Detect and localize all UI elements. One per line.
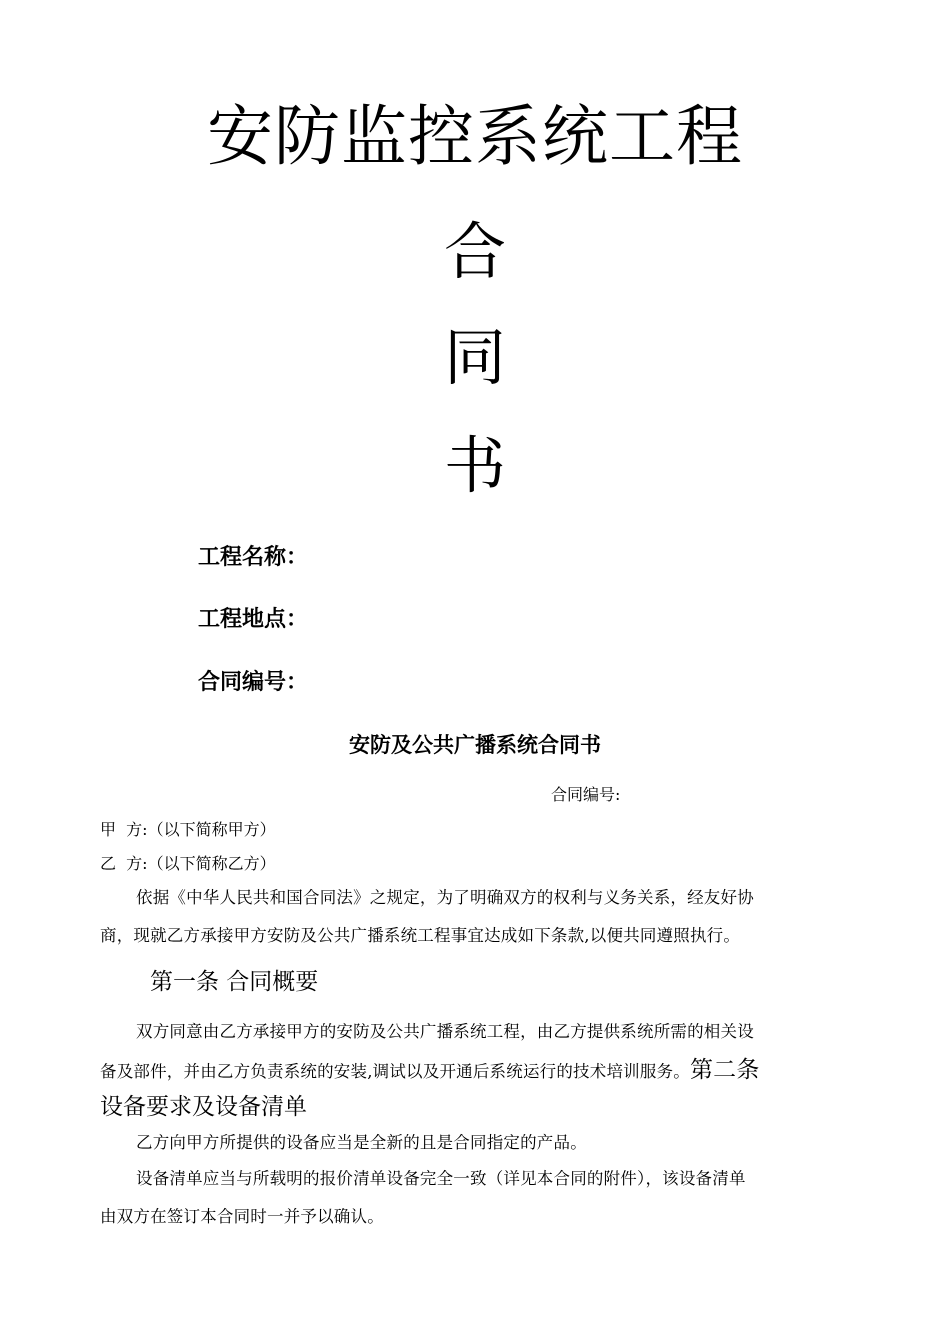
party-b-line: 乙 方:（以下简称乙方） [100,854,276,873]
cover-title-char-shu: 书 [443,429,506,502]
article-1-line-2: 备及部件，并由乙方负责系统的安装,调试以及开通后系统运行的技术培训服务。 [100,1062,690,1081]
intro-line-1: 依据《中华人民共和国合同法》之规定，为了明确双方的权利与义务关系，经友好协 [136,888,754,907]
contract-heading: 安防及公共广播系统合同书 [349,733,601,757]
cover-title-char-he: 合 [443,215,506,288]
intro-paragraph [100,879,852,955]
party-a-line: 甲 方:（以下简称甲方） [100,820,276,839]
article-2-paragraph-1 [100,1124,852,1162]
project-location-label: 工程地点： [198,607,309,632]
article-2-title-part-2: 设备要求及设备清单 [100,1094,307,1120]
article-1-title: 第一条 合同概要 [150,969,319,995]
article-2-para-1-line: 乙方向甲方所提供的设备应当是全新的且是合同指定的产品。 [136,1133,587,1152]
intro-line-2: 商，现就乙方承接甲方安防及公共广播系统工程事宜达成如下条款,以便共同遵照执行。 [100,926,741,945]
article-2-paragraph-2 [100,1160,852,1236]
article-1-paragraph [100,1013,852,1091]
article-2-para-2-line-1: 设备清单应当与所载明的报价清单设备完全一致（详见本合同的附件），该设备清单 [136,1169,746,1188]
contract-number-field: 合同编号: [551,785,621,804]
article-1-line-1: 双方同意由乙方承接甲方的安防及公共广播系统工程，由乙方提供系统所需的相关设 [136,1022,754,1041]
contract-number-label: 合同编号： [198,670,309,695]
project-name-label: 工程名称： [198,545,309,570]
cover-title: 安防监控系统工程 [207,98,743,175]
article-1-line-2-row [100,1051,852,1091]
article-2-para-2-line-2: 由双方在签订本合同时一并予以确认。 [100,1207,384,1226]
article-2-title-part-1: 第二条 [689,1057,760,1083]
cover-title-char-tong: 同 [443,321,506,394]
